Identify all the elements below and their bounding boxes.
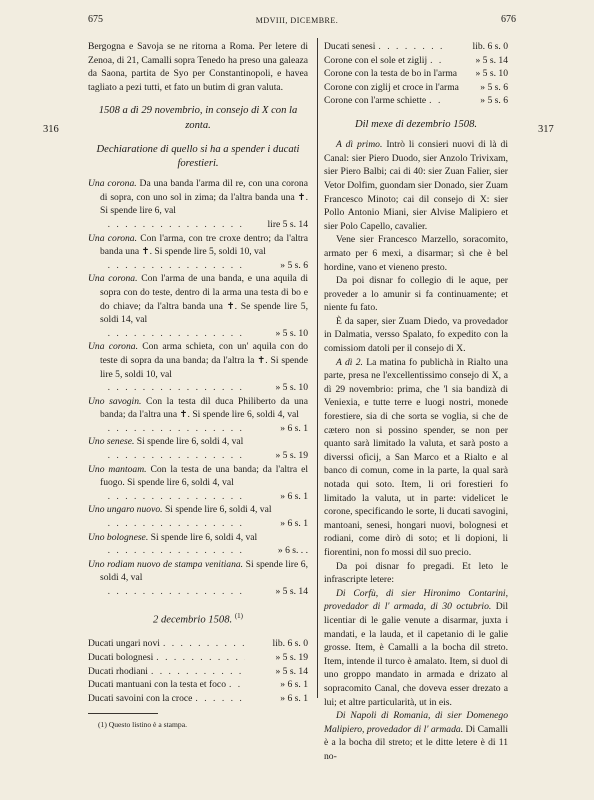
price-row xyxy=(324,54,508,68)
price-row xyxy=(324,67,508,81)
column-divider xyxy=(317,38,318,698)
coin-description: Da una banda l'arma dil re, con una corona di sopra, con uno sol in zima; da l'altra banda una ✝. Si spende lire 6, val xyxy=(100,178,308,217)
coin-name: Uno bolognese. xyxy=(88,531,149,543)
coin-description: Con arma schieta, con un' aquila con do teste di sopra da una banda; da l'altra la ✝. Si spende lire 5, soldi 10, val xyxy=(100,341,308,380)
coin-entry xyxy=(88,272,308,340)
intro-paragraph: Bergogna e Savoja se ne ritorna a Roma. Per letere di Zenoa, di 21, Camalli sopra Tenedo ha preso una galeaza da Saona, partita de Syo per Constantinopoli, e havea tagliato a pezi tutti, et fato un butim di gran valuta. xyxy=(88,41,308,93)
price-row xyxy=(88,678,308,692)
price-row xyxy=(324,94,508,108)
coin-description: Si spende lire 6, soldi 4, val xyxy=(136,436,244,448)
coin-name: Una corona. xyxy=(88,232,138,244)
coin-entry xyxy=(88,177,308,231)
coin-description: Con l'arma, con tre croxe dentro; da l'altra banda una ✝. Si spende lire 5, soldi 10, val xyxy=(100,232,308,258)
coin-entry xyxy=(88,463,308,504)
left-column xyxy=(88,40,308,732)
margin-column-number-right: 317 xyxy=(538,124,554,135)
price-label: Ducati savoini con la croce xyxy=(88,692,193,704)
price-label: Ducati rhodiani xyxy=(88,665,148,677)
price-amount: » 5 s. 14 xyxy=(275,665,308,677)
entry-lead: A dì primo. xyxy=(336,139,383,151)
entry-text: La matina fo publichà in Rialto una parte, presa ne l'excellentissimo consejo di X, a dì 29 novembrio: prima, che 'l sia bandizà di Veniexia, e tutte terre e luogi nostri, monede forestiere, sia di che sorta se voglia, si che de cætero non si possino spender, se non per quanto sarà limitado la valuta, et sarà posto a diverssi oficij, a San Marco et a Rialto e al banco di comun, come in la parte, la qual sarà notada qui soto. Item, li ori forestieri fo limitado la valuta, ut in parte: videlicet le corone, specificando le sorte, li ducati savogini, mantoani, senesi, hongari nuovi, bolognesi et rodiani, come dirò di soto; et li dopioni, li fiorentini, non fo mossi dil suo precio. xyxy=(324,356,508,558)
price-label: Ducati bolognesi xyxy=(88,651,154,663)
coin-name: Una corona. xyxy=(88,178,137,190)
coin-entry xyxy=(88,232,308,273)
price-list-right xyxy=(324,40,508,108)
entry-text: Intrò li consieri nuovi di là di Canal: sier Piero Duodo, sier Anzolo Trivixam, sier Piero Balbi; cai di 40: sier Zuan Falier, sier Vetor Dolfim, guondam sier Donado, sier Zuam Francesco Minoto; cai dil consejo di X: sier Pollo Antonio Miani, sier Alvise Malipiero et sier Polo Capello, cavalier. xyxy=(324,139,509,232)
entry-paragraph xyxy=(324,138,508,233)
coin-name: Uno savogin. xyxy=(88,395,142,407)
price-label: Corone con l'arme schiette xyxy=(324,95,427,107)
coin-value: » 5 s. 19 xyxy=(275,450,308,462)
price-label: Corone con ziglij et croce in l'arma xyxy=(324,81,459,93)
price-amount: » 5 s. 6 xyxy=(480,95,508,107)
coin-entry xyxy=(88,531,308,558)
right-column xyxy=(324,40,508,763)
coin-entry xyxy=(88,395,308,436)
price-amount: » 5 s. 10 xyxy=(475,68,508,80)
coin-name: Uno senese. xyxy=(88,436,135,448)
price-row xyxy=(88,637,308,651)
entry-paragraph xyxy=(324,356,508,560)
page-number-left: 675 xyxy=(88,14,103,25)
entry-paragraph xyxy=(324,709,508,763)
entry-text: Di Camalli è a la bocha dil streto; et le ditte letere è di 11 no- xyxy=(324,723,508,762)
coin-entry xyxy=(88,503,308,530)
coin-value: » 5 s. 10 xyxy=(275,327,308,339)
price-list-left xyxy=(88,637,308,705)
price-label: Ducati ungari novi xyxy=(88,638,160,650)
coin-value: lire 5 s. 14 xyxy=(267,218,308,230)
price-amount: lib. 6 s. 0 xyxy=(272,638,308,650)
entry-paragraph: Vene sier Francesco Marzello, soracomito, armato per 6 mexi, a disarmar; sì che è bel hordine, vano et vieneno presto. xyxy=(324,234,508,273)
price-row xyxy=(324,40,508,54)
coin-name: Uno ungaro nuovo. xyxy=(88,504,163,516)
page-number-right: 676 xyxy=(501,14,516,25)
coin-entry xyxy=(88,558,308,599)
coin-value: » 5 s. 14 xyxy=(275,586,308,597)
price-amount: lib. 6 s. 0 xyxy=(472,41,508,52)
coin-value: » 5 s. 10 xyxy=(275,382,308,394)
coin-name: Uno mantoam. xyxy=(88,463,147,475)
price-row xyxy=(88,692,308,706)
footnote-rule xyxy=(88,713,158,714)
entry-paragraph: È da saper, sier Zuam Diedo, va provedador in Dalmatia, versso Spalato, fo expedito con la comissiom datoli per il consejo di X. xyxy=(324,315,508,355)
margin-column-number-left: 316 xyxy=(43,124,59,135)
entry-text: Dil licentiar di le galie venute a disarmar, juxta i mandati, e la lauda, et il capetanio di le galie grosse. Item, è Camalli a la bocha dil streto. Item, intende il turco è amalato. Item, si duol di uno groppo mandato in armada e drizato al sopracomito Canal, che doveva esser drezato a lui; et altre particularità, ut in eis. xyxy=(324,601,508,708)
price-row xyxy=(324,81,508,95)
coin-description: Con l'arma de una banda, e una aquila di sopra con do teste, dentro di la arma una testa di bo e do chiave; da l'altra banda una ✝. Se spende lire 5, soldi 14, val xyxy=(100,273,308,326)
price-label: Corone con la testa de bo in l'arma xyxy=(324,68,458,80)
entry-paragraph: Da poi disnar fo collegio di le aque, per proveder a lo amunir si fa continuamente; et niente fu fato. xyxy=(324,275,508,314)
entry-lead: Di Napoli di Romania, di sier Domenego Malipiero, provedador di l' armada. xyxy=(324,710,508,735)
coin-name: Una corona. xyxy=(88,273,138,285)
coin-description: Con la testa dil duca Philiberto da una banda; da l'altra una ✝. Si spende lire 6, soldi 4, val xyxy=(100,395,308,421)
entry-lead: A dì 2. xyxy=(336,356,363,368)
price-amount: » 5 s. 6 xyxy=(480,81,508,93)
month-heading: Dil mexe di dezembrio 1508. xyxy=(354,118,478,130)
council-heading: 1508 a dì 29 novembrio, in consejo di X con la zonta. xyxy=(98,105,298,131)
coin-value: » 6 s. 1 xyxy=(280,490,308,502)
coin-entry-list xyxy=(88,177,308,598)
price-list-date: 2 decembrio 1508. xyxy=(153,614,233,626)
coin-description: Si spende lire 6, soldi 4, val xyxy=(100,558,308,584)
coin-entry xyxy=(88,340,308,394)
declaration-heading: Dechiaratione di quello si ha a spender i ducati forestieri. xyxy=(96,143,300,169)
price-amount: » 5 s. 14 xyxy=(475,54,508,66)
price-row xyxy=(88,665,308,679)
running-header: MDVIII, DICEMBRE. xyxy=(255,16,339,25)
price-label: Ducati senesi xyxy=(324,41,376,52)
price-label: Corone con el sole et ziglij xyxy=(324,54,428,66)
price-list-heading xyxy=(88,609,308,628)
footnote: (1) Questo listino è a stampa. xyxy=(98,720,187,730)
price-row xyxy=(88,651,308,665)
coin-description: Si spende lire 6, soldi 4, val xyxy=(164,504,272,516)
footnote-marker: (1) xyxy=(234,611,243,620)
coin-description: Con la testa de una banda; da l'altra el fuogo. Si spende lire 6, soldi 4, val xyxy=(100,463,308,489)
price-amount: » 5 s. 19 xyxy=(275,651,308,663)
price-amount: » 6 s. 1 xyxy=(280,692,308,704)
coin-name: Uno rodiam nuovo de stampa venitiana. xyxy=(88,558,244,570)
price-label: Ducati mantuani con la testa et foco xyxy=(88,679,226,691)
coin-value: » 6 s. 1 xyxy=(280,422,308,434)
coin-value: » 5 s. 6 xyxy=(280,259,308,271)
coin-entry xyxy=(88,435,308,462)
entry-paragraph: Da poi disnar fo pregadi. Et leto le infrascripte letere: xyxy=(324,560,508,586)
coin-value: » 6 s. . . xyxy=(277,545,308,557)
price-amount: » 6 s. 1 xyxy=(280,679,308,691)
coin-name: Una corona. xyxy=(88,341,138,353)
coin-description: Si spende lire 6, soldi 4, val xyxy=(150,531,258,543)
entry-paragraph xyxy=(324,587,508,709)
coin-value: » 6 s. 1 xyxy=(280,518,308,530)
entry-lead: Di Corfù, di sier Hironimo Contarini, provedador di l' armada, di 30 octubrio. xyxy=(324,587,508,613)
